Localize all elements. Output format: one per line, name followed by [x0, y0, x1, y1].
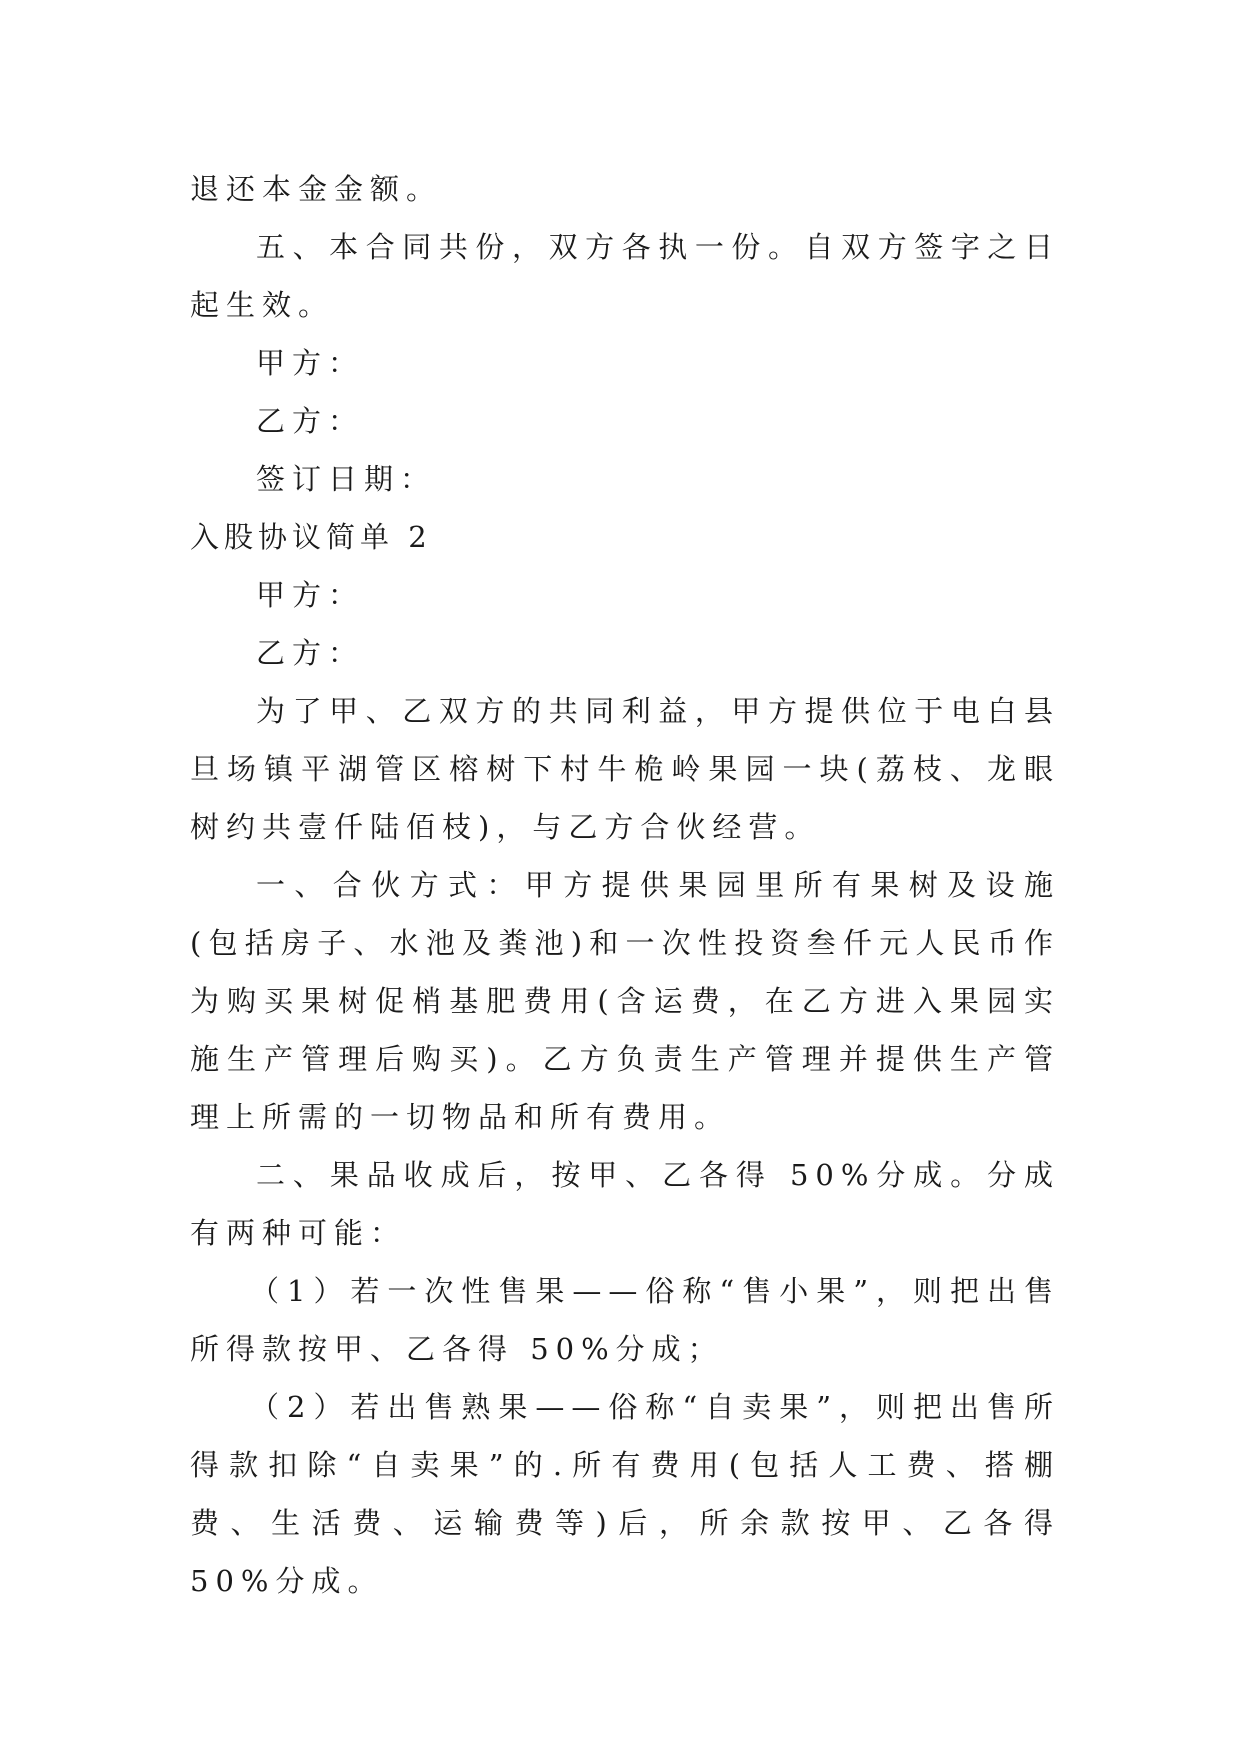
paragraph-clause-one: 一、合伙方式：甲方提供果园里所有果树及设施(包括房子、水池及粪池)和一次性投资叁仟元人民币作为购买果树促梢基肥费用(含运费，在乙方进入果园实施生产管理后购买)。乙方负责生产管理并提供生产管理上所需的一切物品和所有费用。 — [190, 868, 1060, 1134]
section-title: 入股协议简单 2 — [190, 520, 432, 554]
paragraph-option-one: （1）若一次性售果——俗称“售小果”，则把出售所得款按甲、乙各得 50%分成； — [190, 1274, 1060, 1366]
paragraph-preamble: 为了甲、乙双方的共同利益，甲方提供位于电白县旦场镇平湖管区榕树下村牛桅岭果园一块(荔枝、龙眼树约共壹仟陆佰枝)，与乙方合伙经营。 — [190, 694, 1060, 844]
document-body — [190, 160, 1060, 1610]
paragraph-refund-amount: 退还本金金额。 — [190, 172, 443, 206]
paragraph-clause-two: 二、果品收成后，按甲、乙各得 50%分成。分成有两种可能： — [190, 1158, 1060, 1250]
paragraph-option-two: （2）若出售熟果——俗称“自卖果”，则把出售所得款扣除“自卖果”的.所有费用(包括人工费、搭棚费、生活费、运输费等)后，所余款按甲、乙各得 50%分成。 — [190, 1390, 1060, 1598]
signature-party-b: 乙方： — [256, 404, 365, 438]
party-a-label: 甲方： — [256, 578, 365, 612]
paragraph-clause-five: 五、本合同共份，双方各执一份。自双方签字之日起生效。 — [190, 230, 1060, 322]
signing-date: 签订日期： — [256, 462, 437, 496]
party-b-label: 乙方： — [256, 636, 365, 670]
signature-party-a: 甲方： — [256, 346, 365, 380]
